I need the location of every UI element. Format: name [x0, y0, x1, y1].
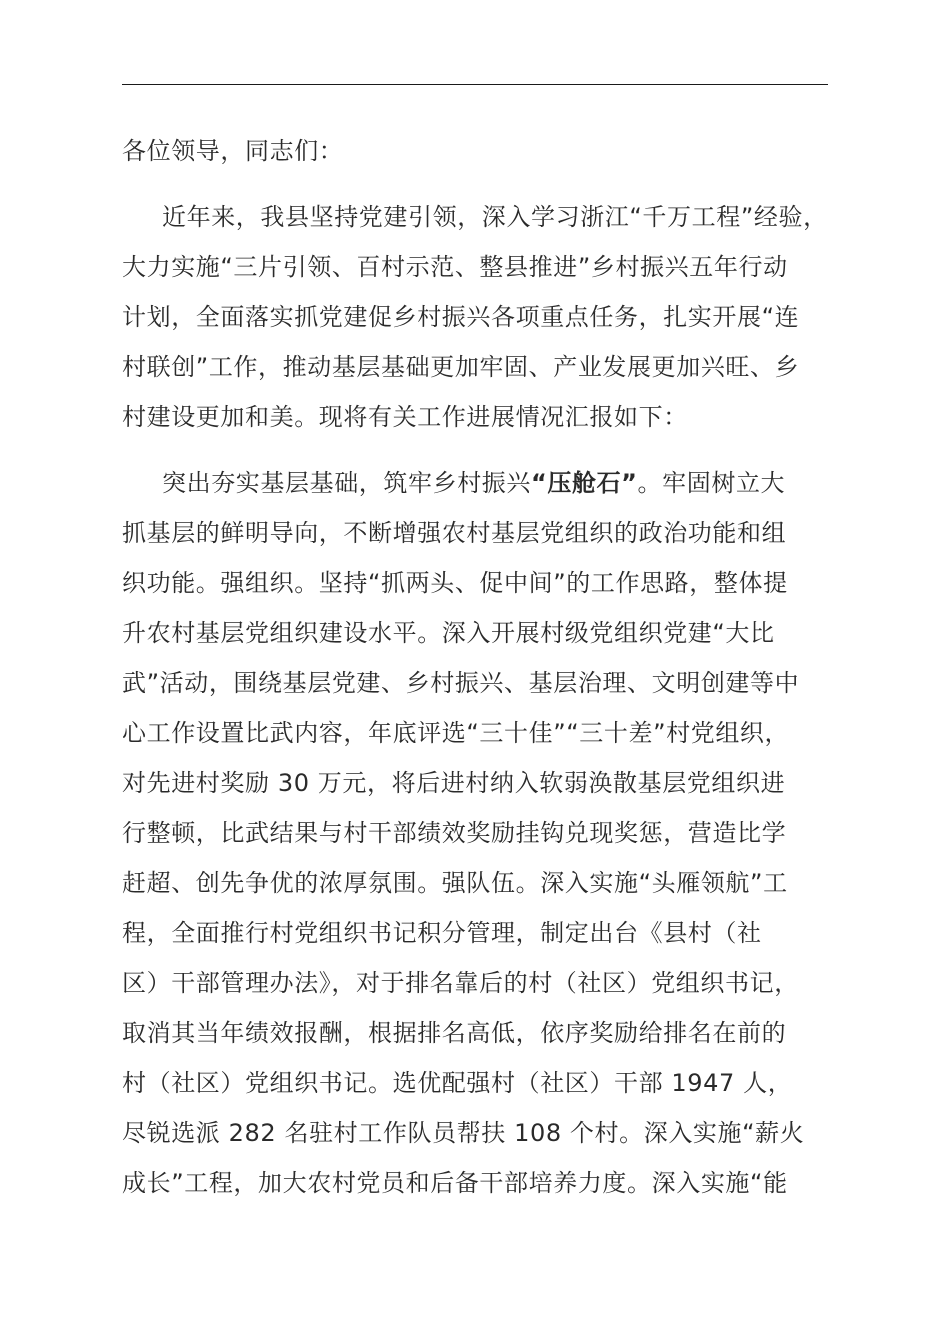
text-line: 尽锐选派 282 名驻村工作队员帮扶 108 个村。深入实施“薪火: [122, 1119, 805, 1147]
document-body: [122, 126, 828, 1208]
text-line: 区）干部管理办法》，对于排名靠后的村（社区）党组织书记，: [122, 969, 799, 997]
text-line: 程，全面推行村党组织书记积分管理，制定出台《县村（社: [122, 919, 762, 947]
heading-emphasis: “压舱石”: [531, 469, 638, 497]
text-line: 升农村基层党组织建设水平。深入开展村级党组织党建“大比: [122, 619, 775, 647]
text-line: 行整顿，比武结果与村干部绩效奖励挂钩兑现奖惩，营造比学: [122, 819, 787, 847]
header-rule: [122, 84, 828, 85]
text-line: 心工作设置比武内容，年底评选“三十佳”“三十差”村党组织，: [122, 719, 790, 747]
text-line: 大力实施“三片引领、百村示范、整县推进”乡村振兴五年行动: [122, 253, 788, 281]
heading-tail: 。牢固树立大: [637, 469, 786, 497]
text-line: 织功能。强组织。坚持“抓两头、促中间”的工作思路，整体提: [122, 569, 788, 597]
text-line: 武”活动，围绕基层党建、乡村振兴、基层治理、文明创建等中: [122, 669, 800, 697]
text-line: 计划，全面落实抓党建促乡村振兴各项重点任务，扎实开展“连: [122, 303, 800, 331]
paragraph-intro: [122, 192, 828, 442]
salutation: 各位领导，同志们：: [122, 137, 344, 165]
text-line: 村（社区）党组织书记。选优配强村（社区）干部 1947 人，: [122, 1069, 793, 1097]
text-line: 对先进村奖励 30 万元，将后进村纳入软弱涣散基层党组织进: [122, 769, 786, 797]
text-line: 村联创”工作，推动基层基础更加牢固、产业发展更加兴旺、乡: [122, 353, 800, 381]
text-line: 成长”工程，加大农村党员和后备干部培养力度。深入实施“能: [122, 1169, 788, 1197]
text-line: 近年来，我县坚持党建引领，深入学习浙江“千万工程”经验，: [162, 203, 828, 231]
text-line: [122, 458, 828, 508]
text-line: 取消其当年绩效报酬，根据排名高低，依序奖励给排名在前的: [122, 1019, 787, 1047]
text-line: 抓基层的鲜明导向，不断增强农村基层党组织的政治功能和组: [122, 519, 787, 547]
text-line: 村建设更加和美。现将有关工作进展情况汇报如下：: [122, 403, 688, 431]
paragraph-grassroots: [122, 458, 828, 1208]
heading-text: 突出夯实基层基础，筑牢乡村振兴: [162, 469, 531, 497]
text-line: 赶超、创先争优的浓厚氛围。强队伍。深入实施“头雁领航”工: [122, 869, 788, 897]
